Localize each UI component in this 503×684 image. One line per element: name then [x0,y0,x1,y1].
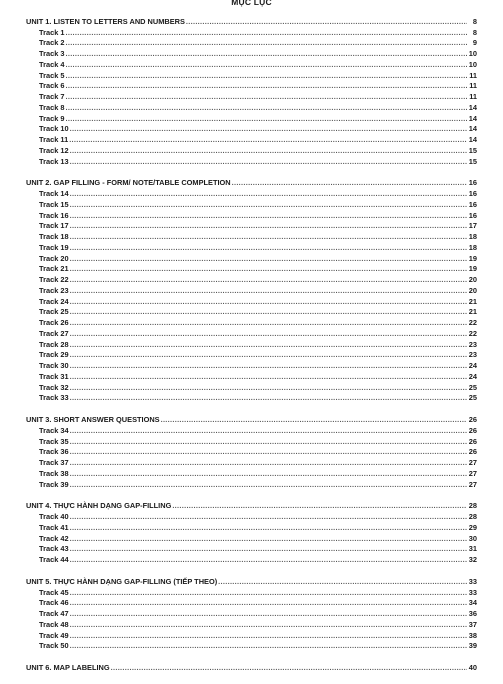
toc-track-entry-label: Track 37 [39,458,69,467]
toc-track-entry-page-number: 20 [468,275,477,284]
toc-track-entry-label: Track 38 [39,468,69,478]
toc-track-entry-label: Track 13 [39,156,69,166]
toc-unit-entry-label: UNIT 5. THỰC HÀNH DẠNG GAP-FILLING (TIẾP THEO) [26,576,218,586]
toc-track-entry[interactable] [26,134,477,145]
toc-track-entry-page-number: 17 [468,221,477,231]
dot-leader [65,28,467,38]
dot-leader [70,264,467,274]
toc-track-entry-label: Track 22 [39,275,69,284]
dot-leader [232,178,467,188]
dot-leader [70,609,467,619]
toc-track-entry-label: Track 32 [39,382,69,392]
toc-track-entry-label: Track 2 [39,38,65,48]
toc-track-entry-page-number: 16 [468,199,477,209]
toc-track-entry-page-number: 14 [468,135,477,144]
dot-leader [70,469,467,479]
toc-track-entry-label: Track 4 [39,59,65,69]
toc-track-entry-page-number: 10 [468,59,477,69]
toc-track-entry[interactable] [26,587,477,598]
toc-track-entry[interactable] [26,253,477,264]
dot-leader [70,447,467,457]
toc-unit-entry-page-number: 8 [472,16,477,26]
toc-track-entry[interactable] [26,231,477,242]
toc-track-entry-label: Track 25 [39,307,69,317]
toc-track-entry-label: Track 20 [39,253,69,263]
dot-leader [65,38,467,48]
toc-track-entry[interactable] [26,619,477,630]
dot-leader [65,60,467,70]
toc-track-entry-page-number: 18 [468,242,477,252]
toc-track-entry[interactable] [26,511,477,522]
toc-track-entry-label: Track 3 [39,49,65,58]
toc-track-entry-page-number: 25 [468,382,477,392]
page-title: MỤC LỤC [231,0,272,7]
toc-track-entry-label: Track 35 [39,436,69,446]
toc-track-entry-label: Track 27 [39,328,69,338]
dot-leader [70,157,467,167]
toc-track-entry[interactable] [26,81,477,92]
toc-track-entry-label: Track 18 [39,232,69,241]
toc-track-entry-label: Track 45 [39,587,69,597]
toc-track-entry-label: Track 11 [39,135,69,144]
dot-leader [70,523,467,533]
dot-leader [70,286,467,296]
dot-leader [70,254,467,264]
toc-unit-section [26,662,477,673]
toc-track-entry-page-number: 24 [468,371,477,381]
toc-track-entry-label: Track 14 [39,189,69,198]
toc-track-entry[interactable] [26,296,477,307]
toc-track-entry-label: Track 47 [39,609,69,618]
toc-track-entry[interactable] [26,264,477,275]
dot-leader [218,577,467,587]
toc-unit-entry-label: UNIT 4. THỰC HÀNH DẠNG GAP-FILLING [26,501,172,511]
dot-leader [65,71,467,81]
dot-leader [70,372,467,382]
toc-track-entry-page-number: 29 [468,522,477,532]
toc-track-entry-label: Track 15 [39,199,69,209]
toc-track-entry-page-number: 31 [468,544,477,554]
toc-track-entry[interactable] [26,468,477,479]
toc-track-entry-page-number: 15 [468,156,477,166]
dot-leader [70,340,467,350]
toc-track-entry-page-number: 16 [468,189,477,198]
toc-track-entry[interactable] [26,371,477,382]
toc-track-entry-label: Track 17 [39,221,69,231]
dot-leader [70,189,467,199]
toc-unit-section [26,178,477,404]
toc-unit-entry-page-number: 16 [468,178,477,188]
dot-leader [70,631,467,641]
toc-track-entry[interactable] [26,479,477,490]
toc-track-entry[interactable] [26,156,477,167]
toc-track-entry[interactable] [26,339,477,350]
toc-track-entry-page-number: 19 [468,253,477,263]
dot-leader [70,534,467,544]
toc-unit-section [26,414,477,489]
toc-track-entry-page-number: 22 [468,318,477,327]
toc-track-entry[interactable] [26,91,477,102]
toc-track-entry-page-number: 30 [468,533,477,543]
toc-track-entry-label: Track 31 [39,371,69,381]
toc-track-entry[interactable] [26,221,477,232]
toc-track-entry-label: Track 5 [39,70,65,80]
toc-unit-entry[interactable] [26,178,477,189]
toc-track-entry-label: Track 21 [39,264,69,274]
toc-track-entry-label: Track 26 [39,318,69,327]
toc-track-entry[interactable] [26,608,477,619]
toc-track-entry[interactable] [26,113,477,124]
dot-leader [70,641,467,651]
dot-leader [65,103,467,113]
toc-track-entry-page-number: 11 [469,92,477,101]
toc-track-entry-label: Track 1 [39,27,65,37]
dot-leader [69,135,467,145]
dot-leader [65,114,467,124]
toc-track-entry[interactable] [26,48,477,59]
toc-track-entry-page-number: 28 [468,512,477,521]
toc-track-entry-page-number: 34 [468,598,477,608]
toc-track-entry-label: Track 50 [39,641,69,651]
toc-track-entry[interactable] [26,307,477,318]
toc-track-entry-page-number: 21 [468,307,477,317]
toc-track-entry-page-number: 18 [468,232,477,241]
toc-track-entry[interactable] [26,328,477,339]
toc-unit-section [26,576,477,651]
dot-leader [70,588,467,598]
dot-leader [65,81,467,91]
toc-track-entry[interactable] [26,360,477,371]
dot-leader [70,598,467,608]
toc-track-entry-label: Track 23 [39,285,69,295]
dot-leader [70,350,467,360]
dot-leader [70,124,467,134]
toc-unit-entry[interactable] [26,501,477,512]
toc-track-entry-page-number: 14 [468,102,477,112]
toc-unit-section [26,501,477,566]
toc-unit-section [26,16,477,167]
toc-unit-entry-page-number: 33 [468,576,477,586]
toc-track-entry-page-number: 16 [468,210,477,220]
toc-track-entry-label: Track 10 [39,124,69,134]
toc-track-entry-page-number: 11 [469,81,477,91]
toc-track-entry-page-number: 9 [472,38,477,48]
toc-track-entry[interactable] [26,544,477,555]
toc-track-entry[interactable] [26,70,477,81]
toc-track-entry[interactable] [26,285,477,296]
toc-unit-entry[interactable] [26,576,477,587]
toc-track-entry[interactable] [26,102,477,113]
toc-track-entry-page-number: 37 [468,619,477,629]
toc-track-entry-label: Track 46 [39,598,69,608]
dot-leader [70,393,467,403]
toc-unit-entry-page-number: 26 [468,415,477,424]
toc-unit-entry-label: UNIT 2. GAP FILLING - FORM/ NOTE/TABLE COMPLETION [26,178,231,188]
toc-track-entry-label: Track 40 [39,512,69,521]
toc-unit-entry[interactable] [26,662,477,673]
dot-leader [70,361,467,371]
toc-track-entry[interactable] [26,242,477,253]
toc-unit-entry-label: UNIT 6. MAP LABELING [26,663,110,672]
toc-track-entry-label: Track 41 [39,522,69,532]
toc-track-entry-label: Track 49 [39,630,69,640]
toc-track-entry[interactable] [26,598,477,609]
toc-track-entry-page-number: 27 [468,458,477,467]
toc-track-entry-page-number: 11 [469,70,477,80]
dot-leader [70,544,467,554]
toc-track-entry[interactable] [26,554,477,565]
toc-track-entry[interactable] [26,447,477,458]
toc-track-entry[interactable] [26,210,477,221]
toc-track-entry[interactable] [26,382,477,393]
toc-track-entry-page-number: 19 [468,264,477,274]
toc-track-entry-page-number: 23 [468,350,477,360]
toc-track-entry[interactable] [26,522,477,533]
toc-track-entry-page-number: 26 [468,447,477,457]
toc-track-entry-page-number: 10 [468,49,477,58]
toc-track-entry-page-number: 15 [468,145,477,155]
toc-track-entry[interactable] [26,145,477,156]
toc-track-entry[interactable] [26,59,477,70]
toc-track-entry-label: Track 39 [39,479,69,489]
dot-leader [70,221,467,231]
toc-track-entry-page-number: 36 [468,609,477,618]
toc-track-entry-page-number: 27 [468,479,477,489]
dot-leader [70,437,467,447]
toc-track-entry-label: Track 7 [39,92,65,101]
toc-track-entry[interactable] [26,457,477,468]
toc-track-entry-label: Track 48 [39,619,69,629]
dot-leader [70,200,467,210]
toc-track-entry-page-number: 24 [468,361,477,370]
toc-track-entry-label: Track 43 [39,544,69,554]
table-of-contents [26,16,477,684]
toc-track-entry[interactable] [26,317,477,328]
toc-track-entry[interactable] [26,630,477,641]
toc-track-entry-label: Track 29 [39,350,69,360]
dot-leader [70,243,467,253]
dot-leader [186,17,467,27]
dot-leader [70,232,467,242]
toc-track-entry-page-number: 20 [468,285,477,295]
dot-leader [161,415,467,425]
toc-track-entry-page-number: 14 [468,113,477,123]
toc-track-entry-page-number: 26 [468,425,477,435]
toc-track-entry-page-number: 38 [468,630,477,640]
toc-track-entry-page-number: 22 [468,328,477,338]
toc-track-entry-label: Track 9 [39,113,65,123]
toc-unit-entry-label: UNIT 1. LISTEN TO LETTERS AND NUMBERS [26,16,185,26]
dot-leader [172,501,467,511]
toc-track-entry-label: Track 28 [39,339,69,349]
toc-track-entry[interactable] [26,350,477,361]
dot-leader [70,211,467,221]
toc-track-entry[interactable] [26,425,477,436]
dot-leader [70,426,467,436]
toc-track-entry[interactable] [26,27,477,38]
toc-track-entry-label: Track 42 [39,533,69,543]
toc-track-entry-label: Track 33 [39,393,69,403]
toc-track-entry[interactable] [26,533,477,544]
dot-leader [70,329,467,339]
toc-track-entry-page-number: 25 [468,393,477,403]
toc-track-entry-page-number: 21 [468,296,477,306]
dot-leader [70,275,467,285]
toc-unit-entry-page-number: 28 [468,501,477,511]
dot-leader [70,555,467,565]
toc-track-entry-label: Track 44 [39,555,69,564]
dot-leader [70,480,467,490]
toc-track-entry[interactable] [26,124,477,135]
toc-unit-entry[interactable] [26,414,477,425]
toc-track-entry-label: Track 19 [39,242,69,252]
toc-track-entry-page-number: 32 [468,555,477,564]
toc-track-entry-page-number: 39 [468,641,477,651]
toc-track-entry[interactable] [26,436,477,447]
toc-track-entry-label: Track 12 [39,145,69,155]
dot-leader [65,92,467,102]
toc-track-entry[interactable] [26,641,477,652]
toc-track-entry-label: Track 6 [39,81,65,91]
toc-track-entry-page-number: 26 [468,436,477,446]
dot-leader [70,512,467,522]
toc-track-entry-page-number: 23 [468,339,477,349]
toc-track-entry-label: Track 36 [39,447,69,457]
toc-track-entry-page-number: 33 [468,587,477,597]
dot-leader [70,620,467,630]
dot-leader [70,383,467,393]
toc-track-entry-label: Track 16 [39,210,69,220]
dot-leader [70,318,467,328]
toc-unit-entry-label: UNIT 3. SHORT ANSWER QUESTIONS [26,415,160,424]
toc-unit-entry-page-number: 40 [468,663,477,672]
dot-leader [70,146,467,156]
toc-track-entry[interactable] [26,393,477,404]
dot-leader [65,49,467,59]
toc-track-entry-page-number: 27 [468,468,477,478]
dot-leader [70,297,467,307]
toc-track-entry-page-number: 8 [472,27,477,37]
toc-track-entry-page-number: 14 [468,124,477,134]
toc-track-entry-label: Track 34 [39,425,69,435]
toc-unit-entry[interactable] [26,16,477,27]
toc-track-entry[interactable] [26,274,477,285]
toc-track-entry[interactable] [26,199,477,210]
toc-track-entry-label: Track 30 [39,361,69,370]
toc-track-entry[interactable] [26,188,477,199]
toc-track-entry[interactable] [26,38,477,49]
toc-track-entry-label: Track 8 [39,102,65,112]
dot-leader [70,458,467,468]
toc-track-entry-label: Track 24 [39,296,69,306]
dot-leader [70,307,467,317]
